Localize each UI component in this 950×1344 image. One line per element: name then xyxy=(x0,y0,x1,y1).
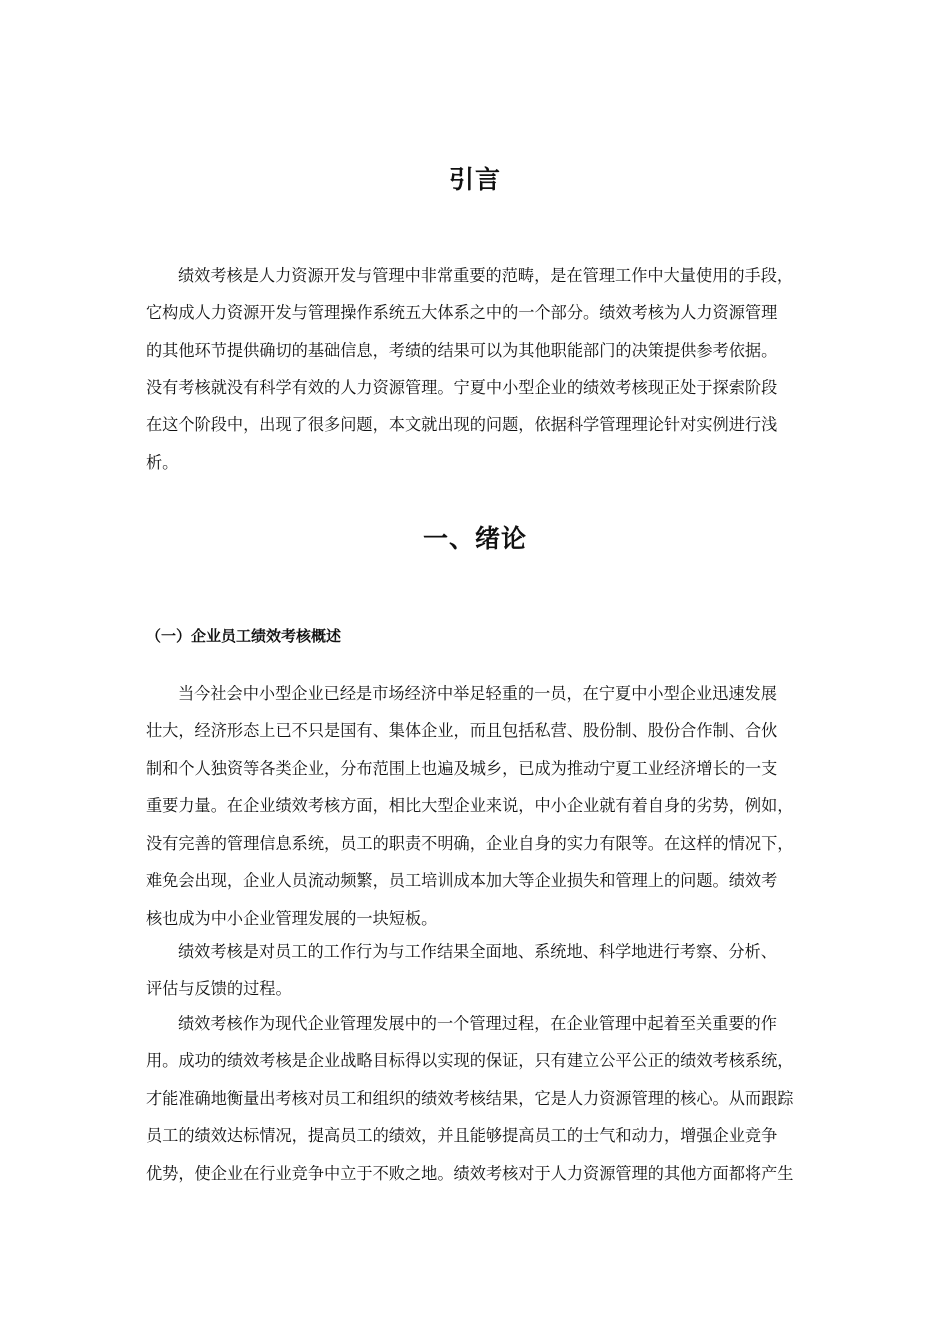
body-line: 重要力量。在企业绩效考核方面，相比大型企业来说，中小企业就有着自身的劣势，例如， xyxy=(146,796,794,815)
body-line: 壮大，经济形态上已不只是国有、集体企业，而且包括私营、股份制、股份合作制、合伙 xyxy=(146,721,778,740)
body-line: 当今社会中小型企业已经是市场经济中举足轻重的一员，在宁夏中小型企业迅速发展 xyxy=(178,684,777,703)
body-line: 绩效考核作为现代企业管理发展中的一个管理过程，在企业管理中起着至关重要的作 xyxy=(178,1014,777,1033)
body-line: 制和个人独资等各类企业，分布范围上也遍及城乡，已成为推动宁夏工业经济增长的一支 xyxy=(146,759,778,778)
body-line: 才能准确地衡量出考核对员工和组织的绩效考核结果，它是人力资源管理的核心。从而跟踪 xyxy=(146,1089,794,1108)
intro-line: 析。 xyxy=(146,453,179,472)
intro-title: 引言 xyxy=(448,165,501,194)
intro-line: 它构成人力资源开发与管理操作系统五大体系之中的一个部分。绩效考核为人力资源管理 xyxy=(146,303,778,322)
intro-line: 在这个阶段中，出现了很多问题，本文就出现的问题，依据科学管理理论针对实例进行浅 xyxy=(146,415,778,434)
intro-line: 绩效考核是人力资源开发与管理中非常重要的范畴，是在管理工作中大量使用的手段， xyxy=(178,266,794,285)
body-line: 绩效考核是对员工的工作行为与工作结果全面地、系统地、科学地进行考察、分析、 xyxy=(178,942,777,961)
chapter-title: 一、绪论 xyxy=(422,524,527,553)
intro-line: 没有考核就没有科学有效的人力资源管理。宁夏中小型企业的绩效考核现正处于探索阶段 xyxy=(146,378,778,397)
body-line: 评估与反馈的过程。 xyxy=(146,979,292,998)
body-line: 核也成为中小企业管理发展的一块短板。 xyxy=(146,909,438,928)
section-heading: （一）企业员工绩效考核概述 xyxy=(146,627,342,645)
intro-line: 的其他环节提供确切的基础信息，考绩的结果可以为其他职能部门的决策提供参考依据。 xyxy=(146,341,778,360)
body-line: 难免会出现，企业人员流动频繁，员工培训成本加大等企业损失和管理上的问题。绩效考 xyxy=(146,871,778,890)
body-line: 用。成功的绩效考核是企业战略目标得以实现的保证，只有建立公平公正的绩效考核系统， xyxy=(146,1051,794,1070)
body-line: 优势，使企业在行业竞争中立于不败之地。绩效考核对于人力资源管理的其他方面都将产生 xyxy=(146,1164,794,1183)
body-line: 没有完善的管理信息系统，员工的职责不明确，企业自身的实力有限等。在这样的情况下， xyxy=(146,834,794,853)
body-line: 员工的绩效达标情况，提高员工的绩效，并且能够提高员工的士气和动力，增强企业竞争 xyxy=(146,1126,778,1145)
